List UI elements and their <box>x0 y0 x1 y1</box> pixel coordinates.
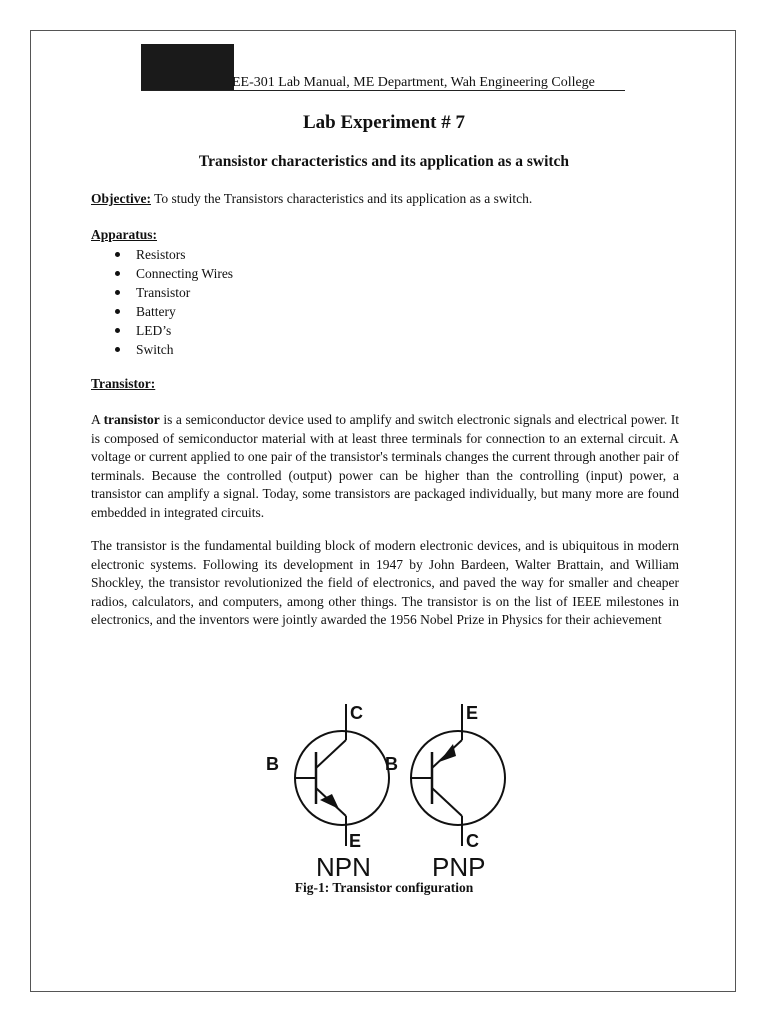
page-subtitle: Transistor characteristics and its application as a switch <box>198 153 570 170</box>
list-item: LED’s <box>113 321 233 340</box>
list-item: Battery <box>113 302 233 321</box>
pnp-base-label: B <box>385 754 398 774</box>
header-text: EE-301 Lab Manual, ME Department, Wah Engineering College <box>232 75 595 90</box>
npn-type-label: NPN <box>316 852 371 882</box>
list-item: Connecting Wires <box>113 264 233 283</box>
pnp-symbol <box>410 704 505 846</box>
page-title: Lab Experiment # 7 <box>302 112 466 133</box>
pnp-collector-diag <box>432 788 462 816</box>
p1-start: A <box>91 412 104 427</box>
p1-bold-term: transistor <box>103 412 160 427</box>
transistor-diagram <box>250 696 520 886</box>
apparatus-list <box>113 245 233 359</box>
pnp-emitter-label: E <box>466 703 479 723</box>
npn-symbol <box>294 704 389 846</box>
list-item: Switch <box>113 340 233 359</box>
pnp-collector-label: C <box>466 831 479 851</box>
objective <box>91 191 532 207</box>
npn-collector-diag <box>316 740 346 768</box>
objective-label: Objective: <box>91 191 151 206</box>
pnp-type-label: PNP <box>432 852 486 882</box>
apparatus-heading: Apparatus: <box>91 227 158 242</box>
pnp-emitter-arrow <box>439 744 456 762</box>
npn-base-label: B <box>266 754 279 774</box>
npn-collector-label: C <box>350 703 363 723</box>
figure-caption: Fig-1: Transistor configuration <box>294 880 474 895</box>
objective-text: To study the Transistors characteristics and its application as a switch. <box>150 191 533 206</box>
transistor-paragraph-1 <box>91 411 679 522</box>
npn-emitter-label: E <box>349 831 362 851</box>
transistor-heading: Transistor: <box>91 376 156 391</box>
list-item: Resistors <box>113 245 233 264</box>
list-item: Transistor <box>113 283 233 302</box>
p1-rest: is a semiconductor device used to amplify and switch electronic signals and electrical power. It is composed of semiconductor material with at least three terminals for connection to an external circuit. A voltage or current applied to one pair of the transistor's terminals changes the current through another pair of terminals. Because the controlled (output) power can be higher than the controlling (input) power, a transistor can amplify a signal. Today, some transistors are packaged individually, but many more are found embedded in integrated circuits. <box>91 412 679 520</box>
transistor-paragraph-2: The transistor is the fundamental building block of modern electronic devices, and is ubiquitous in modern electronic systems. Following its development in 1947 by John Bardeen, Walter Brattain, and William Shockley, the transistor revolutionized the field of electronics, and paved the way for smaller and cheaper radios, calculators, and computers, among other things. The transistor is on the list of IEEE milestones in electronics, and the inventors were jointly awarded the 1956 Nobel Prize in Physics for their achievement <box>91 538 679 627</box>
npn-emitter-arrow <box>320 794 339 809</box>
